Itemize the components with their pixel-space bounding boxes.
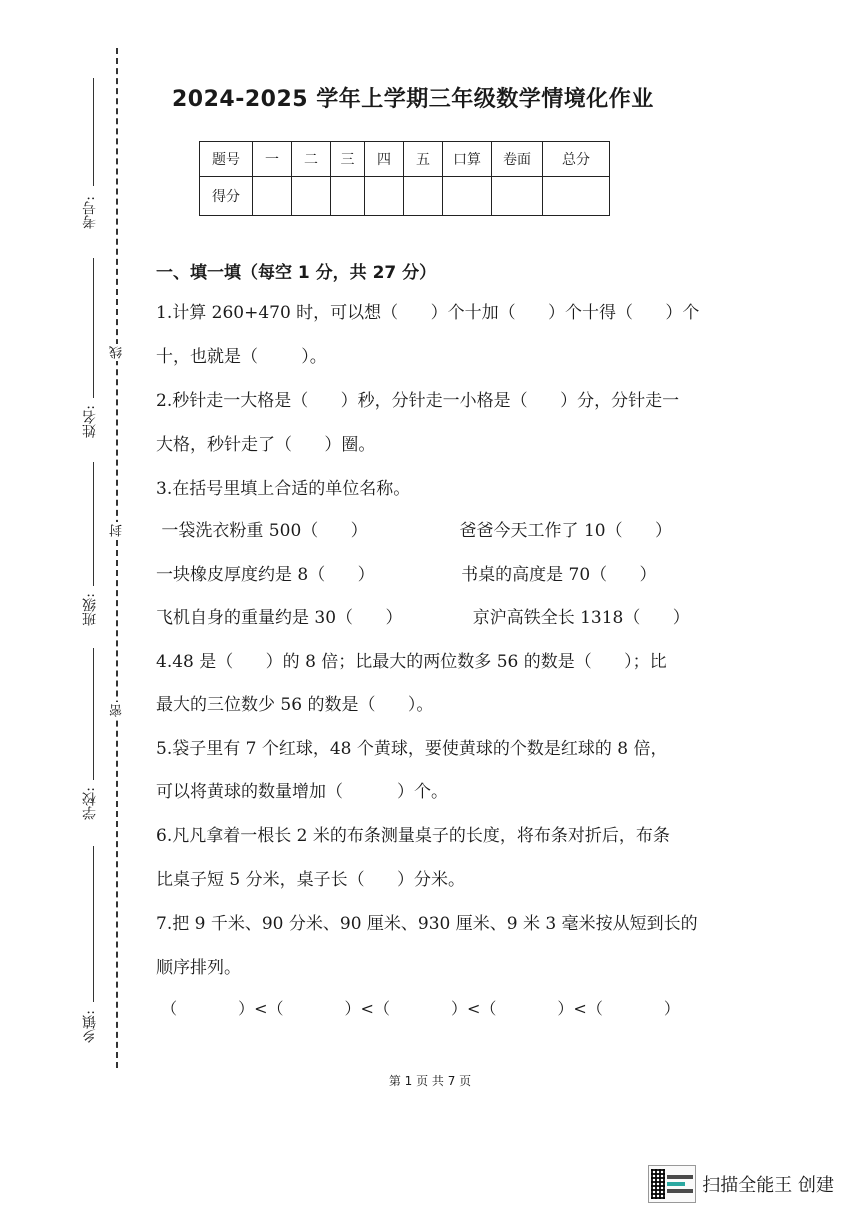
town-rule — [93, 846, 94, 1002]
binding-char-seal: 封 — [110, 524, 125, 537]
score-cell — [253, 177, 292, 216]
exam-number-label: 考号: — [82, 196, 98, 229]
score-table-score-row — [200, 177, 610, 216]
score-table-header-cell: 卷面 — [492, 142, 543, 177]
question-line: 4.48 是（ ）的 8 倍；比最大的两位数多 56 的数是（ ）；比 — [156, 652, 667, 672]
score-table-header-cell: 题号 — [200, 142, 253, 177]
name-rule — [93, 258, 94, 398]
question-line: 大格，秒针走了（ ）圈。 — [156, 435, 376, 455]
score-cell — [443, 177, 492, 216]
question-line: 比桌子短 5 分米，桌子长（ ）分米。 — [156, 870, 466, 890]
question-line: 2.秒针走一大格是（ ）秒，分针走一小格是（ ）分，分针走一 — [156, 391, 680, 411]
score-table-header-cell: 总分 — [543, 142, 610, 177]
score-table-header-cell: 口算 — [443, 142, 492, 177]
question-line: 一块橡皮厚度约是 8（ ） 书桌的高度是 70（ ） — [156, 565, 657, 585]
score-cell — [365, 177, 404, 216]
town-label: 乡镇: — [82, 1010, 98, 1043]
score-table-header-cell: 三 — [331, 142, 365, 177]
scanner-watermark — [648, 1165, 834, 1203]
class-rule — [93, 462, 94, 586]
qr-code-icon — [651, 1169, 665, 1199]
class-label: 班级: — [82, 593, 98, 626]
school-rule — [93, 648, 94, 780]
score-table-header-row — [200, 142, 610, 177]
scanner-logo-icon — [648, 1165, 696, 1203]
question-line: 一袋洗衣粉重 500（ ） 爸爸今天工作了 10（ ） — [156, 521, 673, 541]
question-line: 可以将黄球的数量增加（ ）个。 — [156, 782, 449, 802]
question-line: 7.把 9 千米、90 分米、90 厘米、930 厘米、9 米 3 毫米按从短到长的 — [156, 914, 698, 934]
school-label: 学校: — [82, 787, 98, 820]
question-line: 6.凡凡拿着一根长 2 米的布条测量桌子的长度，将布条对折后，布条 — [156, 826, 670, 846]
binding-char-secret: 密 — [110, 704, 125, 717]
score-table-header-cell: 二 — [292, 142, 331, 177]
score-cell — [331, 177, 365, 216]
score-table-header-cell: 五 — [404, 142, 443, 177]
score-cell — [543, 177, 610, 216]
question-line: 十，也就是（ ）。 — [156, 347, 327, 367]
score-table-header-cell: 一 — [253, 142, 292, 177]
ordering-blanks: （ ）<（ ）<（ ）<（ ）<（ ） — [156, 999, 680, 1018]
question-line: 最大的三位数少 56 的数是（ ）。 — [156, 695, 434, 715]
binding-dashed-line — [116, 48, 118, 1068]
question-line: 3.在括号里填上合适的单位名称。 — [156, 479, 411, 499]
binding-char-line: 线 — [110, 346, 125, 359]
score-cell — [292, 177, 331, 216]
question-line: 顺序排列。 — [156, 958, 241, 978]
question-line: 飞机自身的重量约是 30（ ） 京沪高铁全长 1318（ ） — [156, 608, 690, 628]
exam-number-rule — [93, 78, 94, 186]
score-cell — [404, 177, 443, 216]
name-label: 姓名: — [82, 405, 98, 438]
score-row-label: 得分 — [200, 177, 253, 216]
page-footer: 第 1 页 共 7 页 — [388, 1074, 472, 1088]
question-line: 1.计算 260+470 时，可以想（ ）个十加（ ）个十得（ ）个 — [156, 303, 700, 323]
score-table — [199, 141, 610, 216]
score-table-header-cell: 四 — [365, 142, 404, 177]
section-title: 一、填一填（每空 1 分，共 27 分） — [156, 263, 437, 283]
page-title: 2024-2025 学年上学期三年级数学情境化作业 — [172, 87, 654, 112]
score-cell — [492, 177, 543, 216]
scanner-text: 扫描全能王 创建 — [702, 1175, 834, 1196]
question-line: 5.袋子里有 7 个红球，48 个黄球，要使黄球的个数是红球的 8 倍， — [156, 739, 668, 759]
